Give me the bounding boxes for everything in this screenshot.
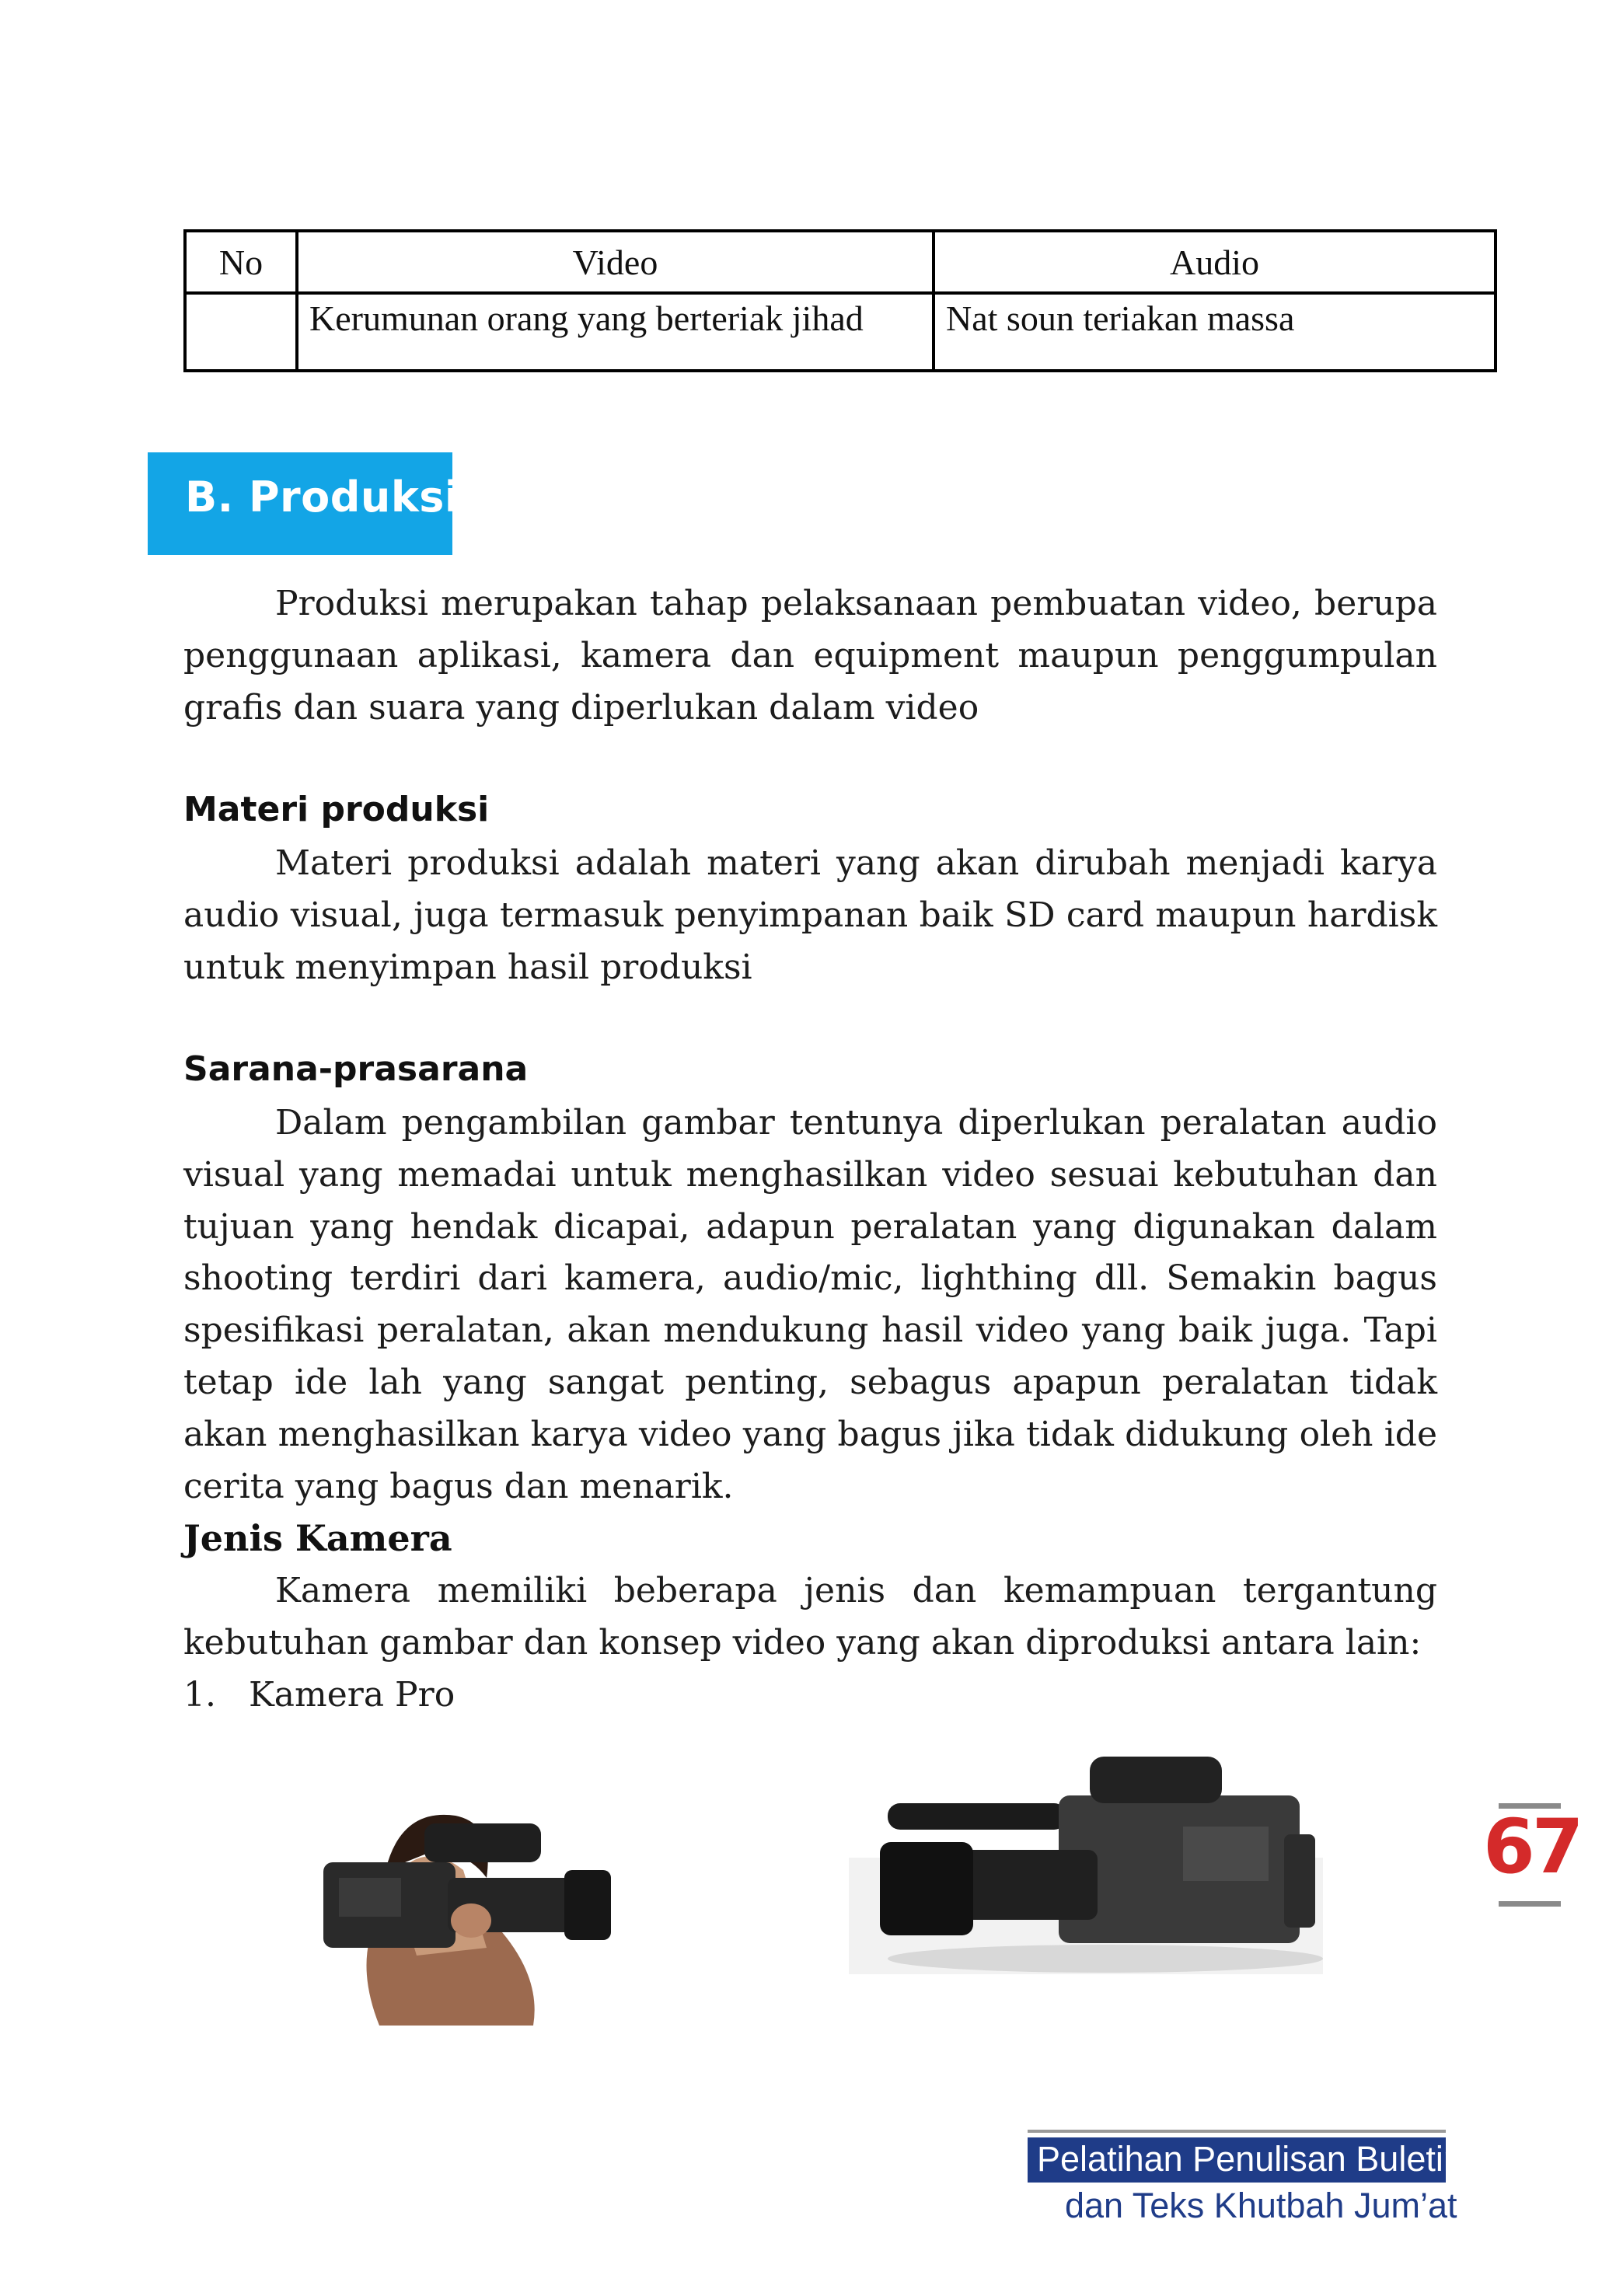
table-header-audio: Audio (934, 231, 1496, 293)
page-number: 67 (1483, 1803, 1581, 1890)
camcorder-handle (1090, 1757, 1222, 1803)
lens-hood (880, 1842, 973, 1935)
materi-heading: Materi produksi (183, 790, 490, 829)
zoom-lens (958, 1850, 1098, 1920)
professional-camcorder-photo (849, 1741, 1323, 1974)
shotgun-mic (888, 1803, 1066, 1830)
script-table (183, 229, 1497, 372)
camera-lens-hood (564, 1870, 611, 1940)
list-item-kamera-pro: 1. Kamera Pro (183, 1675, 455, 1715)
operator-hand (451, 1903, 491, 1938)
camcorder-side-panel (1183, 1827, 1269, 1881)
section-title: B. Produksi (185, 473, 459, 522)
sarana-paragraph: Dalam pengambilan gambar tentunya diperlukan peralatan audio visual yang memadai untuk menghasilkan video sesuai kebutuhan dan tujuan yang hendak dicapai, adapun peralatan yang digunakan dalam shooting terdiri dari kamera, audio/mic, lighthing dll. Semakin bagus spesifikasi peralatan, akan mendukung hasil video yang baik juga. Tapi tetap ide lah yang sangat penting, sebagus apapun peralatan tidak akan menghasilkan karya video yang bagus jika tidak didukung oleh ide cerita yang bagus dan menarik. (183, 1103, 1437, 1506)
table-cell-video: Kerumunan orang yang berteriak jihad (297, 293, 934, 371)
sarana-heading: Sarana-prasarana (183, 1049, 529, 1089)
table-header-row (185, 231, 1496, 293)
camera-shadow (888, 1945, 1323, 1973)
battery-pack (1284, 1834, 1315, 1928)
table-cell-audio: Nat soun teriakan massa (934, 293, 1496, 371)
table-header-no: No (185, 231, 297, 293)
kamera-heading: Jenis Kamera (183, 1517, 452, 1559)
intro-paragraph: Produksi merupakan tahap pelaksanaan pembuatan video, berupa penggunaan aplikasi, kamera dan equipment maupun penggumpulan grafis dan suara yang diperlukan dalam video (183, 584, 1437, 728)
materi-paragraph: Materi produksi adalah materi yang akan dirubah menjadi karya audio visual, juga termasuk penyimpanan baik SD card maupun hardisk untuk menyimpan hasil produksi (183, 843, 1437, 987)
table-cell-no (185, 293, 297, 371)
table-header-video: Video (297, 231, 934, 293)
footer-title-line2: dan Teks Khutbah Jum’at (1065, 2186, 1457, 2225)
kamera-paragraph: Kamera memiliki beberapa jenis dan kemampuan tergantung kebutuhan gambar dan konsep video yang akan diproduksi antara lain: (183, 1571, 1437, 1663)
footer-title-line1: Pelatihan Penulisan Buletin (1037, 2139, 1463, 2179)
camera-viewfinder (424, 1823, 541, 1862)
camera-panel (339, 1878, 401, 1917)
table-row (185, 293, 1496, 371)
page-number-rule-bottom (1499, 1901, 1561, 1907)
camera-operator-photo (308, 1761, 619, 2026)
footer-rule (1028, 2130, 1446, 2133)
